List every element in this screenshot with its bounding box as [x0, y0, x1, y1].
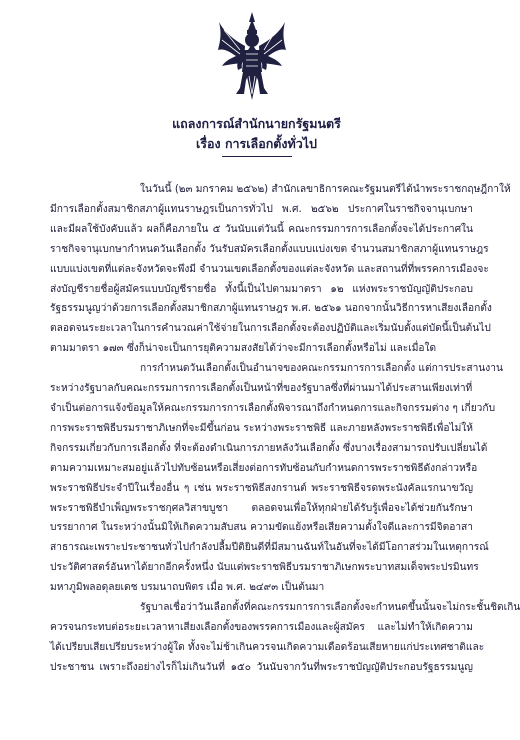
paragraph-line: การกำหนดวันเลือกตั้งเป็นอำนาจของคณะกรรมการการเลือกตั้ง แต่การประสานงาน — [140, 363, 503, 375]
paragraph-announcement — [50, 180, 511, 359]
paragraph-line: รัฐบาลเชื่อว่าวันเลือกตั้งที่คณะกรรมการการเลือกตั้งจะกำหนดขึ้นนั้นจะไม่กระชั้นชิดเกิน — [140, 602, 520, 614]
paragraph-line: ระหว่างรัฐบาลกับคณะกรรมการการเลือกตั้งเป็นหน้าที่ของรัฐบาลซึ่งที่ผ่านมาได้ประสานเพียงเท่าที่ — [50, 383, 473, 395]
paragraph-line: ราชกิจจานุเบกษากำหนดวันเลือกตั้ง วันรับสมัครเลือกตั้งแบบแบ่งเขต จำนวนสมาชิกสภาผู้แทนราษฎร — [50, 243, 489, 255]
paragraph-line: จำเป็นต่อการแจ้งข้อมูลให้คณะกรรมการการเลือกตั้งพิจารณาถึงกำหนดการและกิจกรรมต่าง ๆ เกี่ยวกับ — [50, 402, 496, 414]
paragraph-line: ตามความเหมาะสมอยู่แล้วไปทับซ้อนหรือเสี่ยงต่อการทับซ้อนกับกำหนดการพระราชพิธีดังกล่าวหรือ — [50, 462, 478, 474]
paragraph-line: มีการเลือกตั้งสมาชิกสภาผู้แทนราษฎรเป็นการทั่วไป พ.ศ. ๒๕๖๒ ประกาศในราชกิจจานุเบกษา — [50, 203, 473, 215]
paragraph-line: ควรจนกระทบต่อระยะเวลาหาเสียงเลือกตั้งของพรรคการเมืองและผู้สมัคร และไม่ทำให้เกิดความ — [50, 621, 473, 633]
paragraph-line: กิจกรรมเกี่ยวกับการเลือกตั้ง ที่จะต้องดำเนินการภายหลังวันเลือกตั้ง ซึ่งบางเรื่องสามารถปรับเปลี่ยนได้ — [50, 442, 488, 454]
document-subject: เรื่อง การเลือกตั้งทั่วไป — [196, 136, 317, 151]
paragraph-line: ในวันนี้ (๒๓ มกราคม ๒๕๖๒) สำนักเลขาธิการคณะรัฐมนตรีได้นำพระราชกฤษฎีกาให้ — [140, 184, 511, 195]
paragraph-line: ตลอดจนระยะเวลาในการคำนวณค่าใช้จ่ายในการเลือกตั้งจะต้องปฏิบัติและเริ่มนับตั้งแต่บัดนี้เป็นต้นไป — [50, 323, 491, 335]
title-underline — [222, 156, 292, 157]
paragraph-line: พระราชพิธีบำเพ็ญพระราชกุศลวิสาขบูชา ตลอดจนเพื่อให้ทุกฝ่ายได้รับรู้เพื่อจะได้ช่วยกันรักษา — [50, 502, 473, 514]
document-body — [50, 180, 520, 678]
paragraph-line: ประชาชน เพราะถึงอย่างไรก็ไม่เกินวันที่ ๑๕๐ วันนับจากวันที่พระราชบัญญัติประกอบรัฐธรรมนูญ — [50, 661, 473, 673]
paragraph-line: การพระราชพิธีบรมราชาภิเษกที่จะมีขึ้นก่อน ระหว่างพระราชพิธี และภายหลังพระราชพิธีเพื่อไม่ให้ — [50, 422, 473, 434]
document-title: แถลงการณ์สำนักนายกรัฐมนตรี — [172, 116, 341, 131]
paragraph-line: ประวัติศาสตร์อันหาได้ยากอีกครั้งหนึ่ง นับแต่พระราชพิธีบรมราชาภิเษกพระบาทสมเด็จพระปรมินทร — [50, 562, 479, 574]
garuda-emblem-icon — [216, 10, 288, 102]
paragraph-government-belief — [50, 598, 520, 678]
paragraph-line: แบบแบ่งเขตที่แต่ละจังหวัดจะพึงมี จำนวนเขตเลือกตั้งของแต่ละจังหวัด และสถานที่ที่พรรคการเมืองจะ — [50, 263, 489, 275]
paragraph-line: และมีผลใช้บังคับแล้ว ผลก็คือภายใน ๕ วันนับแต่วันนี้ คณะกรรมการการเลือกตั้งจะได้ประกาศใน — [50, 223, 473, 235]
paragraph-line: รัฐธรรมนูญว่าด้วยการเลือกตั้งสมาชิกสภาผู้แทนราษฎร พ.ศ. ๒๕๖๑ นอกจากนั้นวิธีการหาเสียงเลือกตั้ง — [50, 303, 492, 315]
paragraph-line: ตามมาตรา ๑๗๓ ซึ่งก็น่าจะเป็นการยุติความสงสัยได้ว่าจะมีการเลือกตั้งหรือไม่ และเมื่อใด — [50, 343, 437, 355]
paragraph-line: ได้เปรียบเสียเปรียบระหว่างผู้ใด ทั้งจะไม่ช้าเกินควรจนเกิดความเดือดร้อนเสียหายแก่ประเทศชาติและ — [50, 641, 485, 653]
paragraph-line: สาธารณะเพราะประชาชนทั่วไปกำลังปลื้มปีติยินดีที่มีสมานฉันท์ในอันที่จะได้มีโอกาสร่วมในเหตุการณ์ — [50, 542, 489, 554]
paragraph-coordination — [50, 359, 503, 598]
paragraph-line: มหาภูมิพลอดุลยเดช บรมนาถบพิตร เมื่อ พ.ศ. ๒๔๙๓ เป็นต้นมา — [50, 582, 325, 594]
paragraph-line: พระราชพิธีประจำปีในเรื่องอื่น ๆ เช่น พระราชพิธีสงกรานต์ พระราชพิธีจรดพระนังคัลแรกนาขวัญ — [50, 482, 473, 494]
paragraph-line: บรรยากาศ ในระหว่างนั้นมิให้เกิดความสับสน ความขัดแย้งหรือเสียความตั้งใจดีและการมีจิตอาสา — [50, 522, 473, 534]
paragraph-line: ส่งบัญชีรายชื่อผู้สมัครแบบบัญชีรายชื่อ ทั้งนี้เป็นไปตามมาตรา ๑๒ แห่งพระราชบัญญัติประกอบ — [50, 283, 473, 295]
